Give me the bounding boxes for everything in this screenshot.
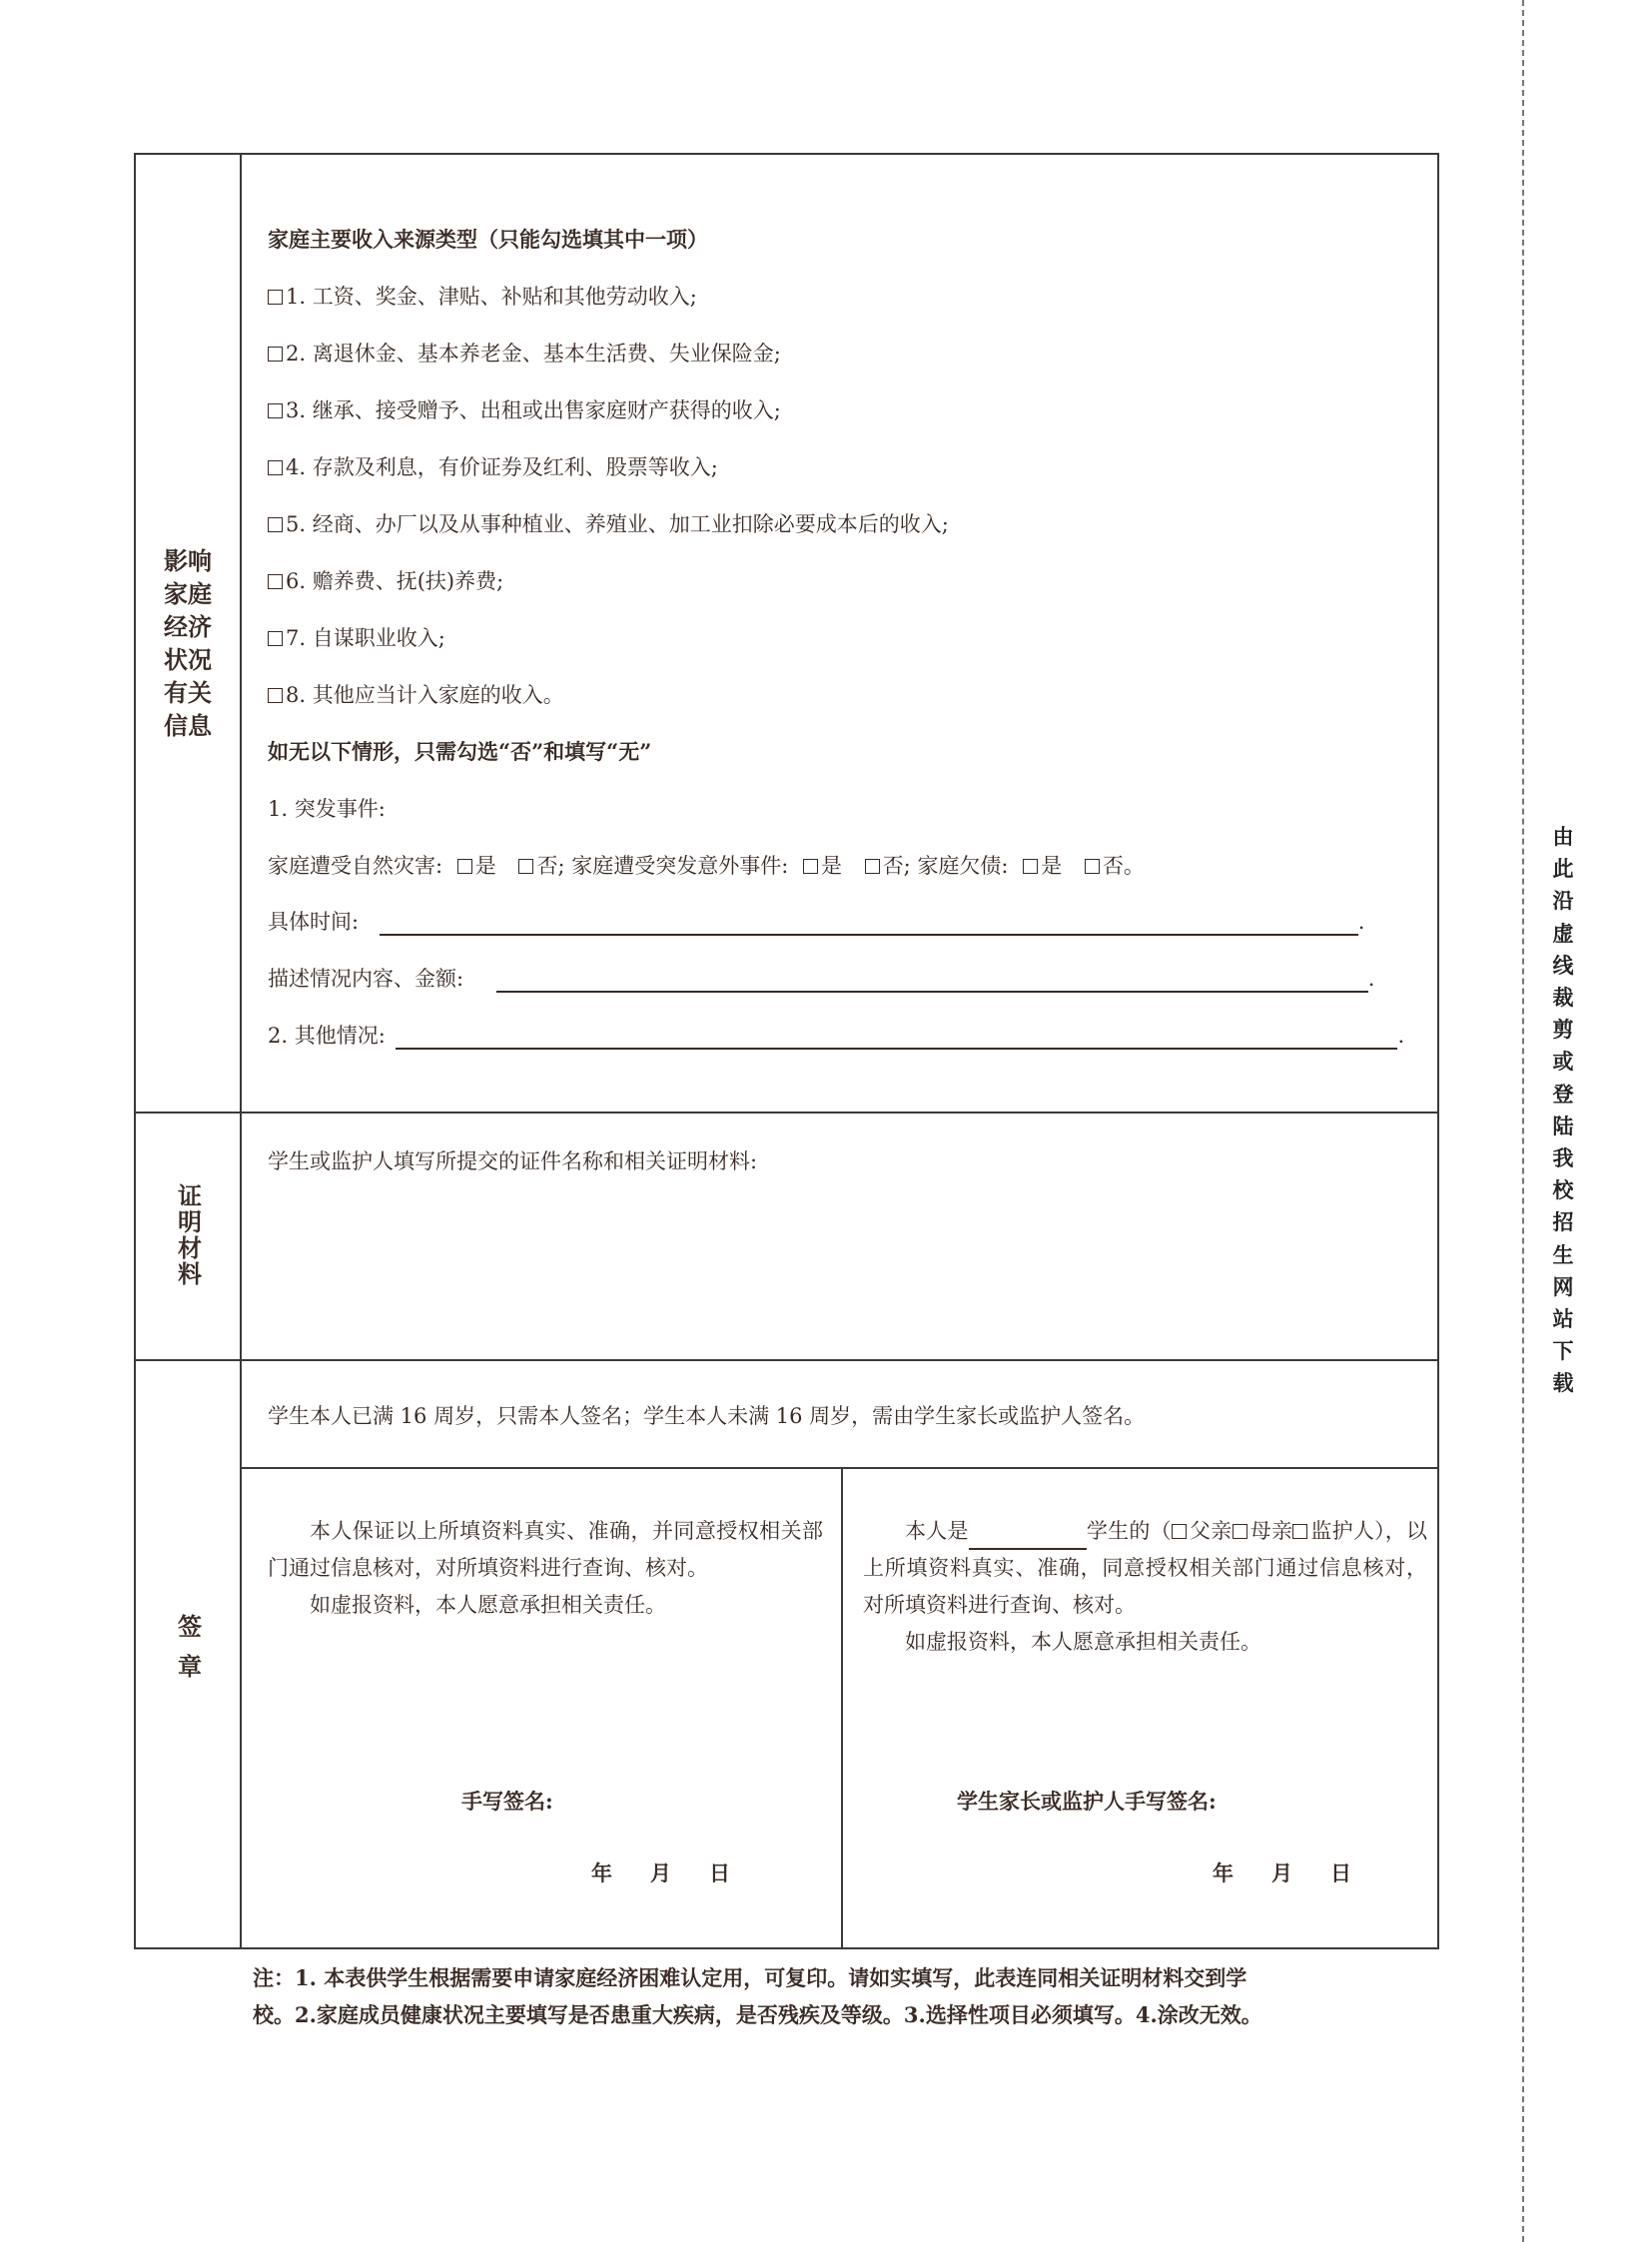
disaster-no-checkbox[interactable]: [518, 859, 533, 874]
specific-time-row: 具体时间: .: [268, 910, 1365, 934]
checkbox[interactable]: [268, 631, 283, 646]
debt-no-checkbox[interactable]: [1085, 859, 1100, 874]
checkbox[interactable]: [268, 574, 283, 589]
accident-yes-checkbox[interactable]: [803, 859, 818, 874]
checkbox[interactable]: [268, 403, 283, 418]
student-name-field[interactable]: [969, 1528, 1087, 1550]
income-option-1[interactable]: 1. 工资、奖金、津贴、补贴和其他劳动收入;: [268, 281, 697, 311]
proof-materials-text: 学生或监护人填写所提交的证件名称和相关证明材料:: [268, 1149, 758, 1173]
guardian-signature-area[interactable]: [1225, 1779, 1424, 1819]
no-situation-notice: 如无以下情形，只需勾选“否”和填写“无”: [268, 739, 652, 764]
section-divider-2: [136, 1359, 1437, 1361]
debt-yes-checkbox[interactable]: [1023, 859, 1038, 874]
cut-dashed-line: [1522, 0, 1524, 2242]
checkbox[interactable]: [268, 517, 283, 532]
signature-label: 签章: [173, 1613, 203, 1694]
economic-info-label: 影响家庭经济状况有关信息: [164, 546, 212, 740]
section-divider-1: [136, 1112, 1437, 1114]
student-signature-label: 手写签名:: [461, 1789, 553, 1814]
checkbox[interactable]: [268, 460, 283, 475]
signature-instruction: 学生本人已满 16 周岁，只需本人签名；学生本人未满 16 周岁，需由学生家长或监护人签名。: [268, 1404, 1146, 1428]
proof-materials-label: 证明材料: [173, 1183, 203, 1287]
income-option-3[interactable]: 3. 继承、接受赠予、出租或出售家庭财产获得的收入;: [268, 394, 781, 424]
guardian-declaration: 本人是 学生的（ 父亲 母亲 监护人），以上所填资料真实、准确，同意授权相关部门通过信息核对，对所填资料进行查询、核对。 如虚报资料，本人愿意承担相关责任。: [863, 1519, 1428, 1654]
label-column-divider: [240, 155, 242, 1947]
cut-instruction: 由此沿虚线裁剪或登陆我校招生网站下载: [1552, 824, 1574, 1396]
income-type-title: 家庭主要收入来源类型（只能勾选填其中一项）: [268, 227, 708, 252]
guardian-sign-date: 年 月 日: [1213, 1861, 1351, 1885]
emergency-title: 1. 突发事件:: [268, 797, 386, 821]
specific-time-field[interactable]: [380, 914, 1358, 936]
father-checkbox[interactable]: [1172, 1524, 1187, 1539]
sign-column-divider: [841, 1467, 843, 1947]
checkbox[interactable]: [268, 290, 283, 305]
checkbox[interactable]: [268, 347, 283, 362]
other-situation-field[interactable]: [396, 1028, 1397, 1050]
guardian-signature-label: 学生家长或监护人手写签名:: [957, 1789, 1217, 1814]
proof-materials-area[interactable]: [242, 1193, 1437, 1357]
disaster-yes-checkbox[interactable]: [457, 859, 472, 874]
accident-no-checkbox[interactable]: [865, 859, 880, 874]
footnote: 注：1. 本表供学生根据需要申请家庭经济困难认定用，可复印。请如实填写，此表连同相关证明材料交到学校。2.家庭成员健康状况主要填写是否患重大疾病，是否残疾及等级。3.选择性项目必须填写。4.涂改无效。: [253, 1965, 1262, 2027]
mother-checkbox[interactable]: [1233, 1524, 1247, 1539]
description-row: 描述情况内容、金额: .: [268, 967, 1375, 991]
income-option-7[interactable]: 7. 自谋职业收入;: [268, 622, 445, 652]
income-option-8[interactable]: 8. 其他应当计入家庭的收入。: [268, 679, 564, 709]
income-option-5[interactable]: 5. 经商、办厂以及从事种植业、养殖业、加工业扣除必要成本后的收入;: [268, 508, 949, 538]
student-declaration: 本人保证以上所填资料真实、准确，并同意授权相关部门通过信息核对，对所填资料进行查询、核对。 如虚报资料，本人愿意承担相关责任。: [268, 1519, 823, 1617]
guardian-checkbox[interactable]: [1292, 1524, 1307, 1539]
income-option-4[interactable]: 4. 存款及利息，有价证券及红利、股票等收入;: [268, 451, 718, 481]
student-sign-date: 年 月 日: [591, 1861, 730, 1885]
student-signature-area[interactable]: [595, 1779, 815, 1819]
description-field[interactable]: [496, 971, 1368, 993]
checkbox[interactable]: [268, 688, 283, 703]
emergency-options-row: 家庭遭受自然灾害: 是 否; 家庭遭受突发意外事件: 是 否; 家庭欠债: 是 否。: [268, 854, 1145, 878]
financial-aid-form: [134, 153, 1439, 1949]
sign-instruction-divider: [240, 1467, 1437, 1469]
economic-info-content: [268, 155, 1417, 1112]
income-option-2[interactable]: 2. 离退休金、基本养老金、基本生活费、失业保险金;: [268, 338, 781, 368]
other-situation-row: 2. 其他情况: .: [268, 1024, 1405, 1048]
income-option-6[interactable]: 6. 赡养费、抚(扶)养费;: [268, 565, 503, 595]
